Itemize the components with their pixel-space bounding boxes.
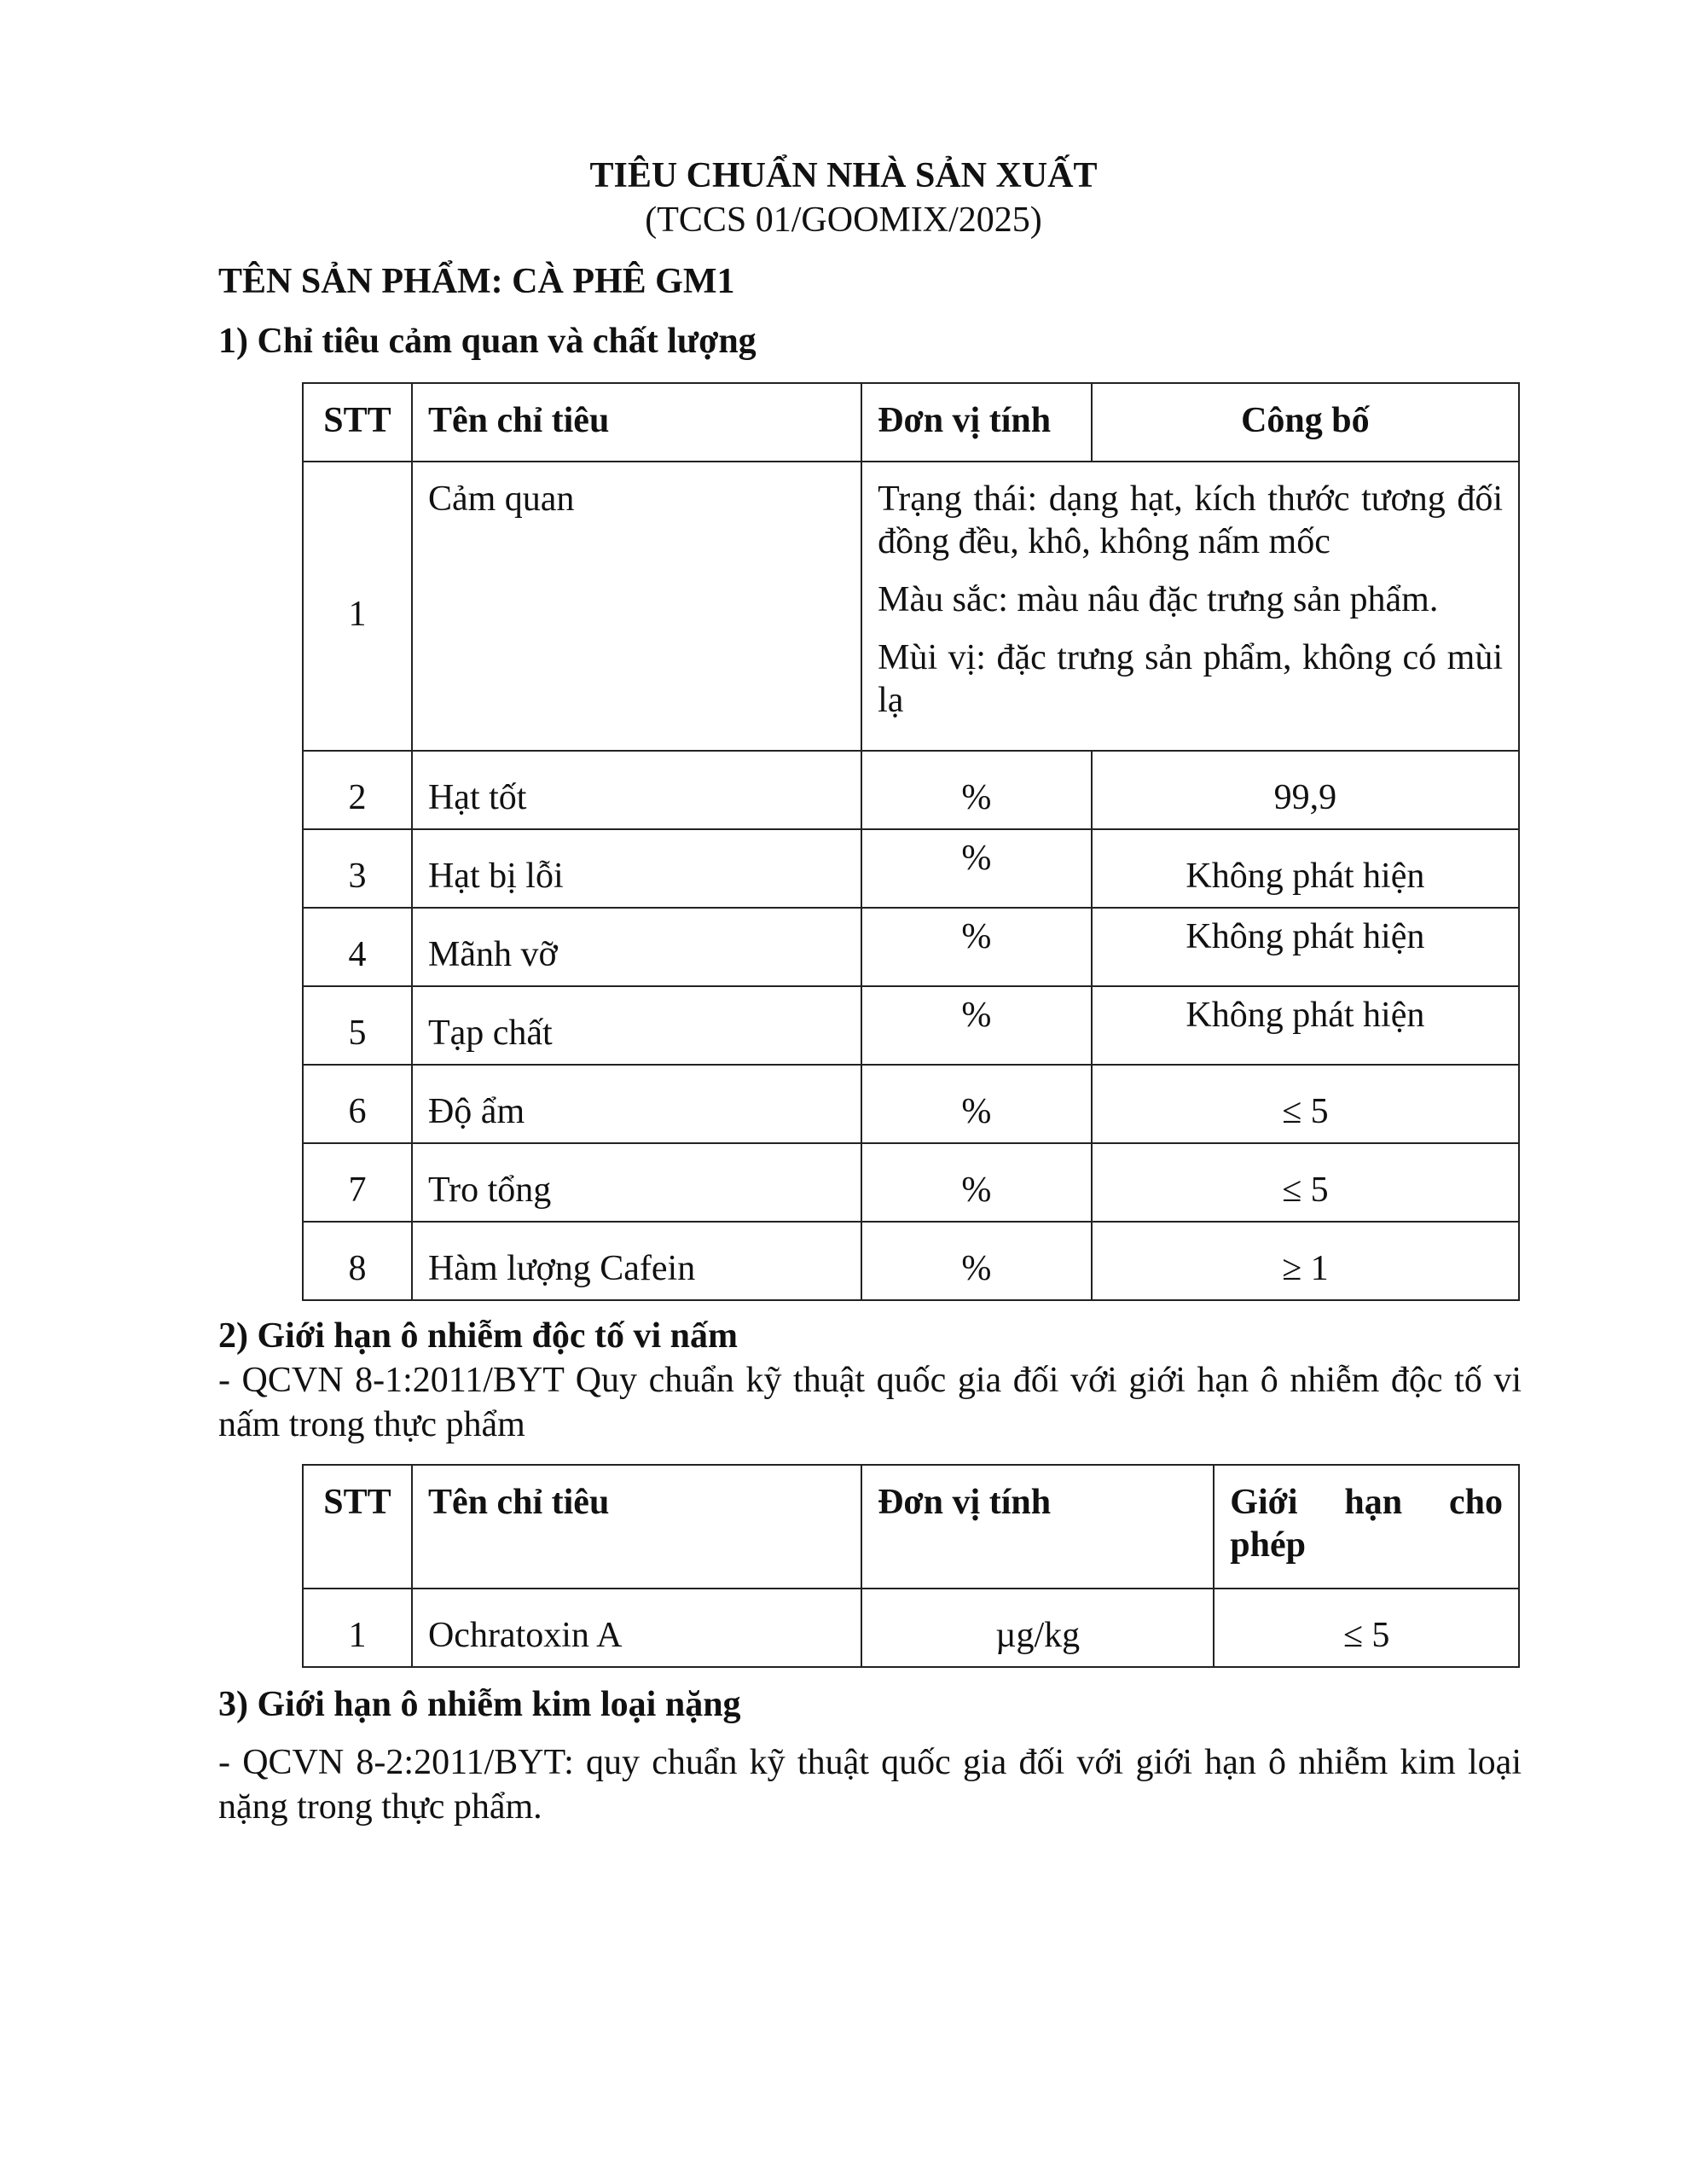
row-name: Hạt bị lỗi <box>412 829 861 908</box>
row-unit: % <box>861 751 1092 829</box>
sensory-color: Màu sắc: màu nâu đặc trưng sản phẩm. <box>878 580 1439 619</box>
row-stt: 6 <box>303 1065 412 1143</box>
section-2-note: - QCVN 8-1:2011/BYT Quy chuẩn kỹ thuật quốc gia đối với giới hạn ô nhiễm độc tố vi nấm trong thực phẩm <box>218 1361 1522 1444</box>
sensory-description <box>861 462 1519 751</box>
row-stt: 1 <box>303 462 412 751</box>
header-limit-word: cho <box>1449 1483 1503 1522</box>
header-declared: Công bố <box>1092 383 1519 462</box>
table-row <box>303 1065 1519 1143</box>
row-stt: 7 <box>303 1143 412 1222</box>
table-row <box>303 751 1519 829</box>
table-row <box>303 986 1519 1065</box>
row-value: ≤ 5 <box>1092 1065 1519 1143</box>
row-stt: 8 <box>303 1222 412 1300</box>
document-title: TIÊU CHUẨN NHÀ SẢN XUẤT <box>589 156 1098 195</box>
header-name: Tên chỉ tiêu <box>412 1465 861 1589</box>
mycotoxin-table <box>302 1464 1520 1668</box>
table-row <box>303 1222 1519 1300</box>
section-2-heading: 2) Giới hạn ô nhiễm độc tố vi nấm <box>218 1316 738 1356</box>
section-3-heading: 3) Giới hạn ô nhiễm kim loại nặng <box>218 1685 741 1724</box>
header-unit: Đơn vị tính <box>861 383 1092 462</box>
table-row <box>303 1143 1519 1222</box>
table-row <box>303 1589 1519 1667</box>
section-1-heading: 1) Chỉ tiêu cảm quan và chất lượng <box>218 322 757 361</box>
row-value: ≥ 1 <box>1092 1222 1519 1300</box>
row-stt: 4 <box>303 908 412 986</box>
table-row <box>303 908 1519 986</box>
row-unit: % <box>861 986 1092 1065</box>
header-unit: Đơn vị tính <box>861 1465 1214 1589</box>
row-unit: % <box>861 1222 1092 1300</box>
row-name: Ochratoxin A <box>412 1589 861 1667</box>
table-header-row <box>303 1465 1519 1589</box>
row-stt: 5 <box>303 986 412 1065</box>
row-unit: % <box>861 1143 1092 1222</box>
row-value: ≤ 5 <box>1092 1143 1519 1222</box>
header-name: Tên chỉ tiêu <box>412 383 861 462</box>
sensory-state: Trạng thái: dạng hạt, kích thước tương đối đồng đều, khô, không nấm mốc <box>878 479 1503 561</box>
row-stt: 3 <box>303 829 412 908</box>
header-stt: STT <box>303 1465 412 1589</box>
row-name: Độ ẩm <box>412 1065 861 1143</box>
row-name: Hạt tốt <box>412 751 861 829</box>
document-code: (TCCS 01/GOOMIX/2025) <box>645 200 1042 240</box>
product-name: TÊN SẢN PHẨM: CÀ PHÊ GM1 <box>218 262 735 301</box>
row-unit: % <box>861 829 1092 908</box>
header-limit-word: Giới <box>1230 1483 1298 1522</box>
header-limit <box>1214 1465 1519 1589</box>
row-value: ≤ 5 <box>1214 1589 1519 1667</box>
table-row <box>303 829 1519 908</box>
row-stt: 2 <box>303 751 412 829</box>
row-value: Không phát hiện <box>1092 986 1519 1065</box>
section-3-note: - QCVN 8-2:2011/BYT: quy chuẩn kỹ thuật quốc gia đối với giới hạn ô nhiễm kim loại nặng trong thực phẩm. <box>218 1743 1522 1827</box>
row-stt: 1 <box>303 1589 412 1667</box>
row-name: Cảm quan <box>412 462 861 751</box>
sensory-taste: Mùi vị: đặc trưng sản phẩm, không có mùi lạ <box>878 638 1503 720</box>
row-value: Không phát hiện <box>1092 908 1519 986</box>
row-name: Hàm lượng Cafein <box>412 1222 861 1300</box>
header-limit-word: hạn <box>1344 1483 1403 1522</box>
row-name: Mãnh vỡ <box>412 908 861 986</box>
header-limit-word: phép <box>1230 1525 1307 1565</box>
row-value: 99,9 <box>1092 751 1519 829</box>
row-unit: µg/kg <box>861 1589 1214 1667</box>
row-unit: % <box>861 908 1092 986</box>
quality-table <box>302 382 1520 1301</box>
row-value: Không phát hiện <box>1092 829 1519 908</box>
table-row <box>303 462 1519 751</box>
row-name: Tro tổng <box>412 1143 861 1222</box>
row-name: Tạp chất <box>412 986 861 1065</box>
row-unit: % <box>861 1065 1092 1143</box>
header-stt: STT <box>303 383 412 462</box>
table-header-row <box>303 383 1519 462</box>
